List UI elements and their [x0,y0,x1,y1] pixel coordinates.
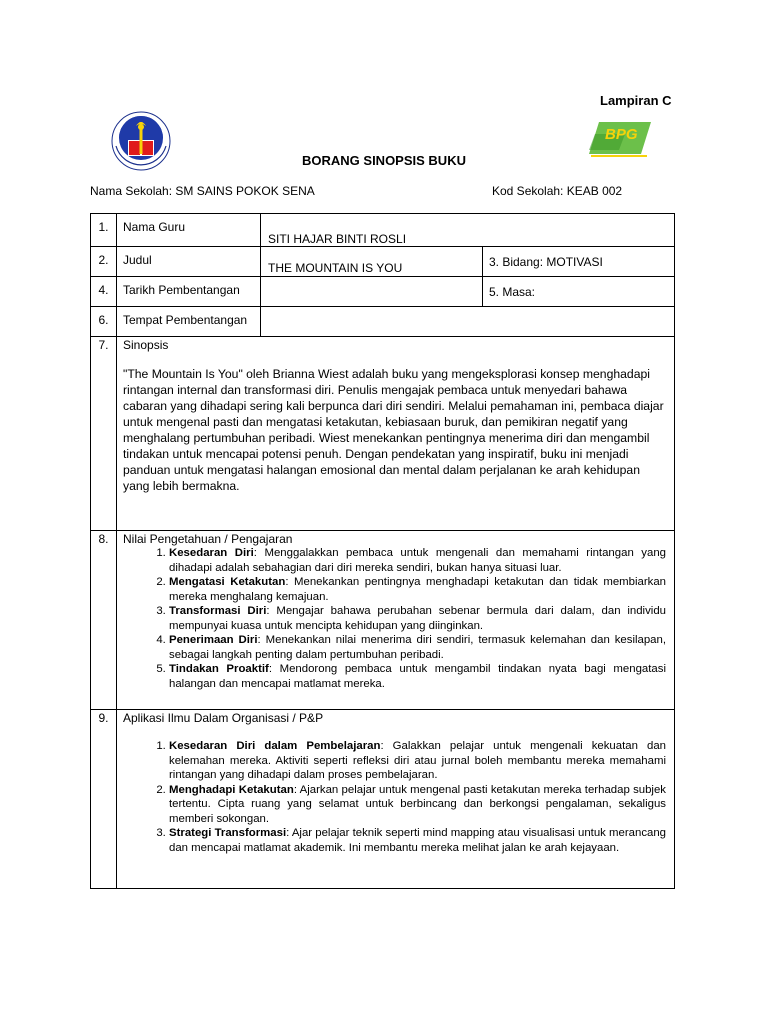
label-judul: Judul [117,247,261,277]
cell-nilai [117,531,675,710]
list-item: 1. Kesedaran Diri: Menggalakkan pembaca untuk mengenali dan memahami rintangan yang dihadapi adalah sebahagian dari diri mereka sendiri, bukan hanya situasi luar. [169,546,666,575]
row-number: 6. [91,307,117,337]
list-item: 3. Strategi Transformasi: Ajar pelajar teknik seperti mind mapping atau visualisasi untuk merancang dan mencapai matlamat akademik. Ini membantu mereka melihat jalan ke arah kejayaan. [169,826,666,855]
row-tempat [91,307,675,337]
aplikasi-list [117,739,674,855]
list-item: 3. Transformasi Diri: Mengajar bahawa perubahan sebenar bermula dari dalam, dan individu mempunyai kuasa untuk mencipta kehidupan yang diinginkan. [169,604,666,633]
row-nama-guru [91,214,675,247]
row-number: 4. [91,277,117,307]
lampiran-label: Lampiran C [600,93,672,108]
row-number: 1. [91,214,117,247]
label-nama-guru: Nama Guru [117,214,261,247]
list-item: 4. Penerimaan Diri: Menekankan nilai menerima diri sendiri, termasuk kelemahan dan kesilapan, sebagai langkah penting dalam pertumbuhan peribadi. [169,633,666,662]
row-number: 2. [91,247,117,277]
label-aplikasi: Aplikasi Ilmu Dalam Organisasi / P&P [123,711,324,725]
value-masa: 5. Masa: [483,277,675,307]
sinopsis-text: "The Mountain Is You" oleh Brianna Wiest adalah buku yang mengeksplorasi konsep menghadapi rintangan internal dan transformasi diri. Penulis mengajak pembaca untuk menyedari bahawa cabaran yang dihadapi sering kali berpunca dari diri sendiri. Melalui pemahaman ini, pembaca diajar untuk mengenal pasti dan mengatasi ketakutan, kebiasaan buruk, dan pemikiran negatif yang menghalang pertumbuhan peribadi. Wiest menekankan pentingnya menerima diri dan mengambil tindakan untuk mencapai potensi penuh. Dengan pendekatan yang inspiratif, buku ini menjadi panduan untuk mengatasi halangan emosional dan mental dalam perjalanan ke arah kehidupan yang lebih bermakna. [123,367,664,493]
value-bidang: 3. Bidang: MOTIVASI [483,247,675,277]
school-code: Kod Sekolah: KEAB 002 [492,184,623,198]
bpg-logo-text: BPG [605,126,638,143]
list-item: 1. Kesedaran Diri dalam Pembelajaran: Galakkan pelajar untuk mengenali kekuatan dan kelemahan mereka. Aktiviti seperti refleksi diri atau jurnal boleh membantu mereka memahami rintangan yang dihadapi dalam proses pembelajaran. [169,739,666,783]
label-nilai: Nilai Pengetahuan / Pengajaran [123,532,293,546]
nilai-list [117,546,674,691]
row-sinopsis [91,337,675,531]
value-judul: THE MOUNTAIN IS YOU [261,247,483,277]
value-tempat [261,307,675,337]
value-nama-guru: SITI HAJAR BINTI ROSLI [261,214,675,247]
cell-sinopsis [117,337,675,531]
list-item: 2. Mengatasi Ketakutan: Menekankan pentingnya menghadapi ketakutan dan tidak membiarkan mereka menghalang kemajuan. [169,575,666,604]
list-item: 5. Tindakan Proaktif: Mendorong pembaca untuk mengambil tindakan nyata bagi mengatasi halangan dan mencapai matlamat mereka. [169,662,666,691]
row-tarikh [91,277,675,307]
label-tarikh: Tarikh Pembentangan [117,277,261,307]
cell-aplikasi [117,710,675,889]
row-aplikasi [91,710,675,889]
form-title: BORANG SINOPSIS BUKU [302,153,466,168]
label-tempat: Tempat Pembentangan [117,307,261,337]
row-number: 8. [91,531,117,710]
row-number: 7. [91,337,117,531]
value-tarikh [261,277,483,307]
row-number: 9. [91,710,117,889]
synopsis-form-table [90,213,675,889]
row-nilai [91,531,675,710]
list-item: 2. Menghadapi Ketakutan: Ajarkan pelajar untuk mengenal pasti ketakutan mereka terhadap subjek tertentu. Cipta ruang yang selamat untuk berbincang dan berkongsi pengalaman, sekaligus memberi sokongan. [169,783,666,827]
school-name: Nama Sekolah: SM SAINS POKOK SENA [90,184,315,198]
row-judul [91,247,675,277]
label-sinopsis: Sinopsis [123,338,169,352]
